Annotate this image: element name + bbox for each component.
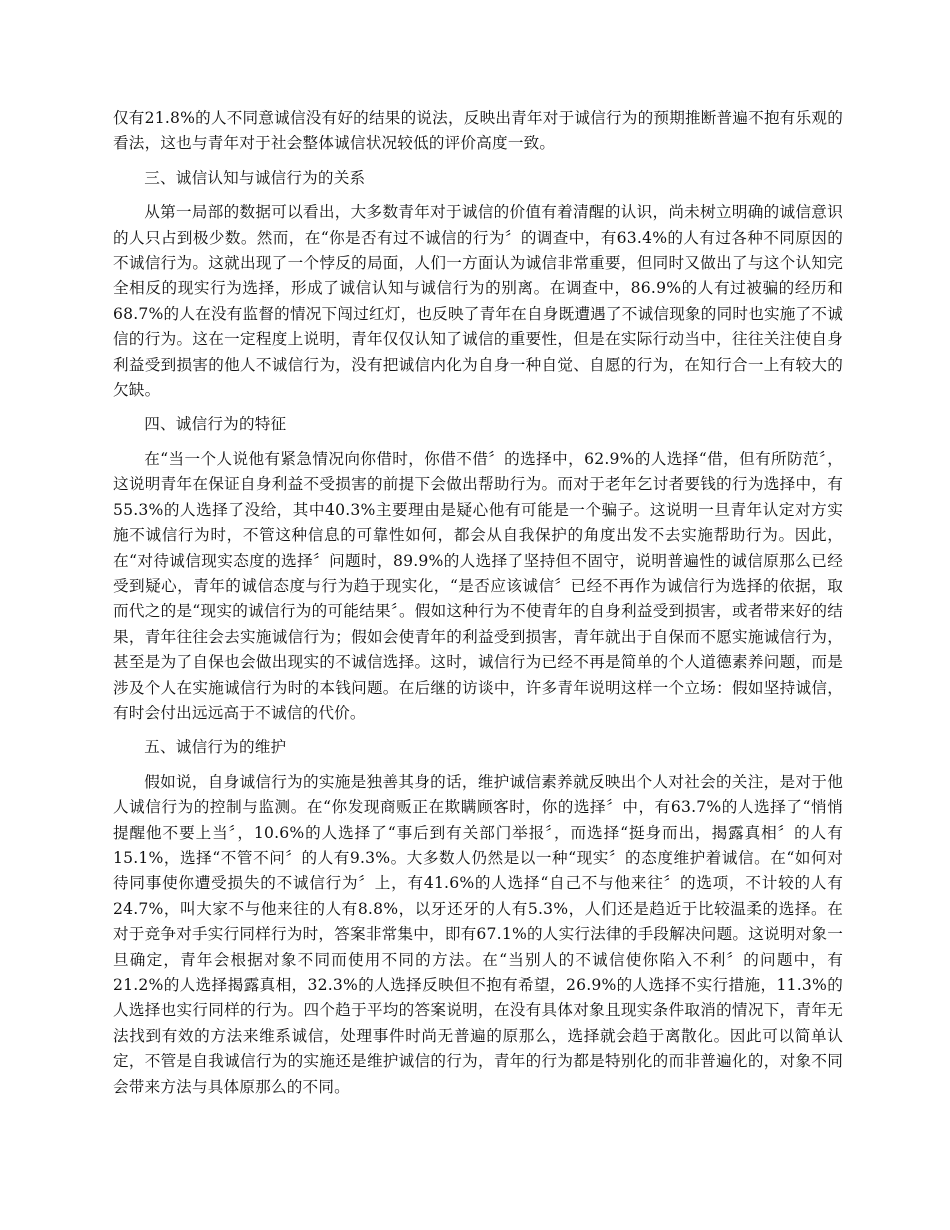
paragraph-continuation: 仅有21.8%的人不同意诚信没有好的结果的说法，反映出青年对于诚信行为的预期推断普遍不抱有乐观的看法，这也与青年对于社会整体诚信状况较低的评价高度一致。	[113, 109, 843, 153]
section-4-paragraph: 在“当一个人说他有紧急情况向你借时，你借不借〞的选择中，62.9%的人选择“借，但有所防范〞，这说明青年在保证自身利益不受损害的前提下会做出帮助行为。而对于老年乞讨者要钱的行为选择中，有55.3%的人选择了没给，其中40.3%主要理由是疑心他有可能是一个骗子。这说明一旦青年认定对方实施不诚信行为时，不管这种信息的可靠性如何，都会从自我保护的角度出发不去实施帮助行为。因此，在“对待诚信现实态度的选择〞问题时，89.9%的人选择了坚持但不固守，说明普遍性的诚信原那么已经受到疑心，青年的诚信态度与行为趋于现实化，“是否应该诚信〞已经不再作为诚信行为选择的依据，取而代之的是“现实的诚信行为的可能结果〞。假如这种行为不使青年的自身利益受到损害，或者带来好的结果，青年往往会去实施诚信行为；假如会使青年的利益受到损害，青年就出于自保而不愿实施诚信行为，甚至是为了自保也会做出现实的不诚信选择。这时，诚信行为已经不再是简单的个人道德素养问题，而是涉及个人在实施诚信行为时的本钱问题。在后继的访谈中，许多青年说明这样一个立场：假如坚持诚信，有时会付出远远高于不诚信的代价。	[113, 449, 843, 722]
section-heading-5: 五、诚信行为的维护	[144, 738, 287, 757]
section-heading-4: 四、诚信行为的特征	[144, 415, 287, 434]
document-page	[113, 106, 843, 1100]
section-heading-3: 三、诚信认知与诚信行为的关系	[144, 168, 366, 187]
section-3-paragraph: 从第一局部的数据可以看出，大多数青年对于诚信的价值有着清醒的认识，尚未树立明确的诚信意识的人只占到极少数。然而，在“你是否有过不诚信的行为〞的调查中，有63.4%的人有过各种不同原因的不诚信行为。这就出现了一个悖反的局面，人们一方面认为诚信非常重要，但同时又做出了与这个认知完全相反的现实行为选择，形成了诚信认知与诚信行为的别离。在调查中，86.9%的人有过被骗的经历和68.7%的人在没有监督的情况下闯过红灯，也反映了青年在自身既遭遇了不诚信现象的同时也实施了不诚信的行为。这在一定程度上说明，青年仅仅认知了诚信的重要性，但是在实际行动当中，往往关注使自身利益受到损害的他人不诚信行为，没有把诚信内化为自身一种自觉、自愿的行为，在知行合一上有较大的欠缺。	[113, 203, 843, 400]
section-5-paragraph: 假如说，自身诚信行为的实施是独善其身的话，维护诚信素养就反映出个人对社会的关注，是对于他人诚信行为的控制与监测。在“你发现商贩正在欺瞒顾客时，你的选择〞中，有63.7%的人选择了“悄悄提醒他不要上当〞，10.6%的人选择了“事后到有关部门举报〞，而选择“挺身而出，揭露真相〞的人有15.1%，选择“不管不问〞的人有9.3%。大多数人仍然是以一种“现实〞的态度维护着诚信。在“如何对待同事使你遭受损失的不诚信行为〞上，有41.6%的人选择“自己不与他来往〞的选项，不计较的人有24.7%，叫大家不与他来往的人有8.8%，以牙还牙的人有5.3%，人们还是趋近于比较温柔的选择。在对于竞争对手实行同样行为时，答案非常集中，即有67.1%的人实行法律的手段解决问题。这说明对象一旦确定，青年会根据对象不同而使用不同的方法。在“当别人的不诚信使你陷入不利〞的问题中，有21.2%的人选择揭露真相，32.3%的人选择反映但不抱有希望，26.9%的人选择不实行措施，11.3%的人选择也实行同样的行为。四个趋于平均的答案说明，在没有具体对象且现实条件取消的情况下，青年无法找到有效的方法来维系诚信，处理事件时尚无普遍的原那么，选择就会趋于离散化。因此可以简单认定，不管是自我诚信行为的实施还是维护诚信的行为，青年的行为都是特别化的而非普遍化的，对象不同会带来方法与具体原那么的不同。	[113, 772, 843, 1096]
